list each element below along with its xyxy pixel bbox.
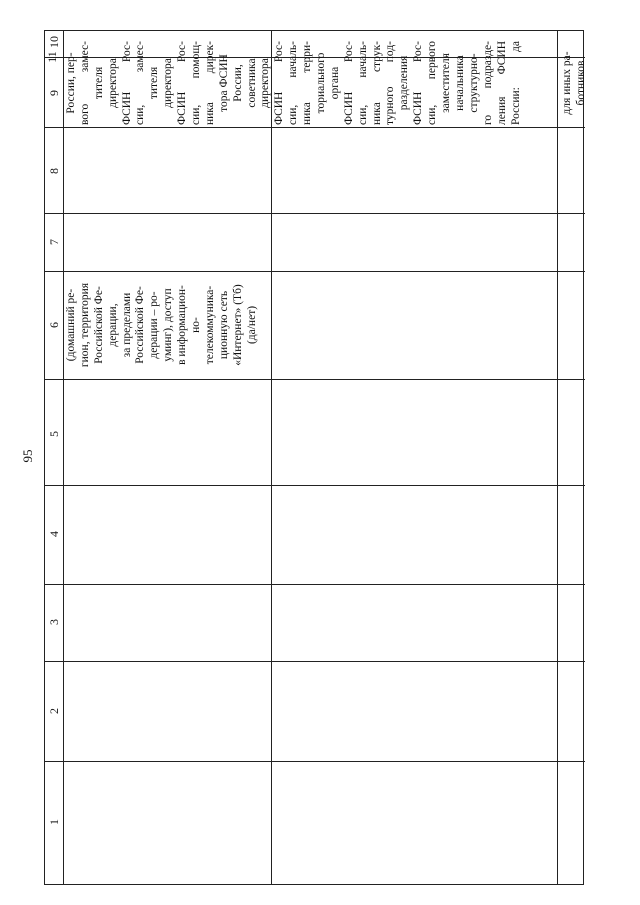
column-number-9: 9 [47, 90, 61, 96]
col9-line: России, пер- [65, 52, 77, 114]
col9-line: России: да [509, 41, 522, 125]
col9-line: тителя [92, 66, 105, 100]
page-number: 95 [20, 449, 35, 463]
column-divider [63, 213, 585, 214]
col6-line: (домашний ре- [65, 288, 77, 362]
col6-line: за пределами [120, 292, 133, 358]
column-number-10: 10 [47, 36, 61, 48]
column-number-3: 3 [47, 619, 61, 625]
column-number-7: 7 [47, 239, 61, 245]
column-divider [63, 761, 585, 762]
col6-line: ционную сеть [217, 290, 230, 360]
col9-line: сии, замес- [134, 41, 147, 125]
column-divider [63, 379, 585, 380]
col9-line: сии, началь- [287, 41, 300, 125]
col9-cell [65, 41, 545, 125]
col9-bottom-line: ботников [574, 60, 587, 106]
col9-line: сии, помощ- [190, 41, 203, 125]
column-number-4: 4 [47, 531, 61, 537]
column-divider [63, 584, 585, 585]
column-number-1: 1 [47, 819, 61, 825]
column-divider [63, 127, 585, 128]
column-divider [45, 379, 63, 380]
col9-line: ФСИН Рос- [342, 41, 355, 125]
column-divider [45, 584, 63, 585]
column-divider [271, 31, 272, 884]
column-divider [63, 271, 585, 272]
column-divider [557, 31, 558, 884]
column-number-8: 8 [47, 168, 61, 174]
col9-line: органа [328, 66, 341, 100]
column-divider [45, 271, 63, 272]
column-divider [63, 661, 585, 662]
col9-line: директора [259, 58, 272, 108]
col9-line: ФСИН Рос- [120, 41, 133, 125]
col9-line: вого замес- [78, 41, 91, 125]
col6-line: уминг), доступ [162, 288, 175, 362]
col9-line: структурно- [467, 53, 480, 113]
col9-line: ника дирек- [203, 41, 216, 125]
col9-line: сии, началь- [356, 41, 369, 125]
col6-line: Российской Фе- [134, 286, 147, 364]
col6-line: гион, территория [78, 282, 91, 368]
col9-line: сии, первого [426, 41, 439, 125]
col9-line: советника [245, 58, 258, 108]
col9-line: ФСИН Рос- [412, 41, 425, 125]
column-divider [45, 213, 63, 214]
col9-line: ФСИН Рос- [176, 41, 189, 125]
col9-line: начальника [453, 55, 466, 111]
column-divider [63, 485, 585, 486]
column-divider [45, 761, 63, 762]
column-divider [63, 31, 64, 884]
col9-line: ления ФСИН [495, 41, 508, 125]
column-divider [45, 127, 63, 128]
col9-line: го подразде- [481, 41, 494, 125]
col9-line: директора [106, 58, 119, 108]
column-divider [45, 485, 63, 486]
col9-line: ториального [315, 52, 328, 114]
col9-line: тителя [148, 66, 161, 100]
col6-line: телекоммуника- [203, 285, 216, 365]
col9-line: ника струк- [370, 41, 383, 125]
column-number-6: 6 [47, 322, 61, 328]
col6-line: в информацион- [176, 285, 189, 365]
col6-line: (да/нет) [245, 305, 258, 345]
col9-line: России, [231, 64, 244, 102]
col9-bottom-line: для иных ра- [561, 51, 573, 115]
col9-line: директора [162, 58, 175, 108]
col9-bottom-cell [561, 41, 591, 125]
col9-line: заместителя [440, 53, 453, 113]
col6-cell [65, 273, 265, 377]
column-divider [45, 661, 63, 662]
col6-line: Российской Фе- [92, 286, 105, 364]
col6-line: «Интернет» (Тб) [231, 284, 244, 366]
col9-line: тора ФСИН [217, 54, 230, 112]
col9-line: турного под- [384, 41, 397, 125]
column-number-2: 2 [47, 708, 61, 714]
col9-line: ника терри- [301, 41, 314, 125]
col6-line: дерации – ро- [148, 291, 161, 359]
requirements-table [44, 30, 587, 885]
col9-line: ФСИН Рос- [273, 41, 286, 125]
col9-line: разделения [398, 55, 411, 111]
col6-line: дерации, [106, 303, 119, 347]
column-number-5: 5 [47, 431, 61, 437]
col6-line: но- [190, 317, 203, 333]
column-number-11: 11 [45, 51, 59, 63]
